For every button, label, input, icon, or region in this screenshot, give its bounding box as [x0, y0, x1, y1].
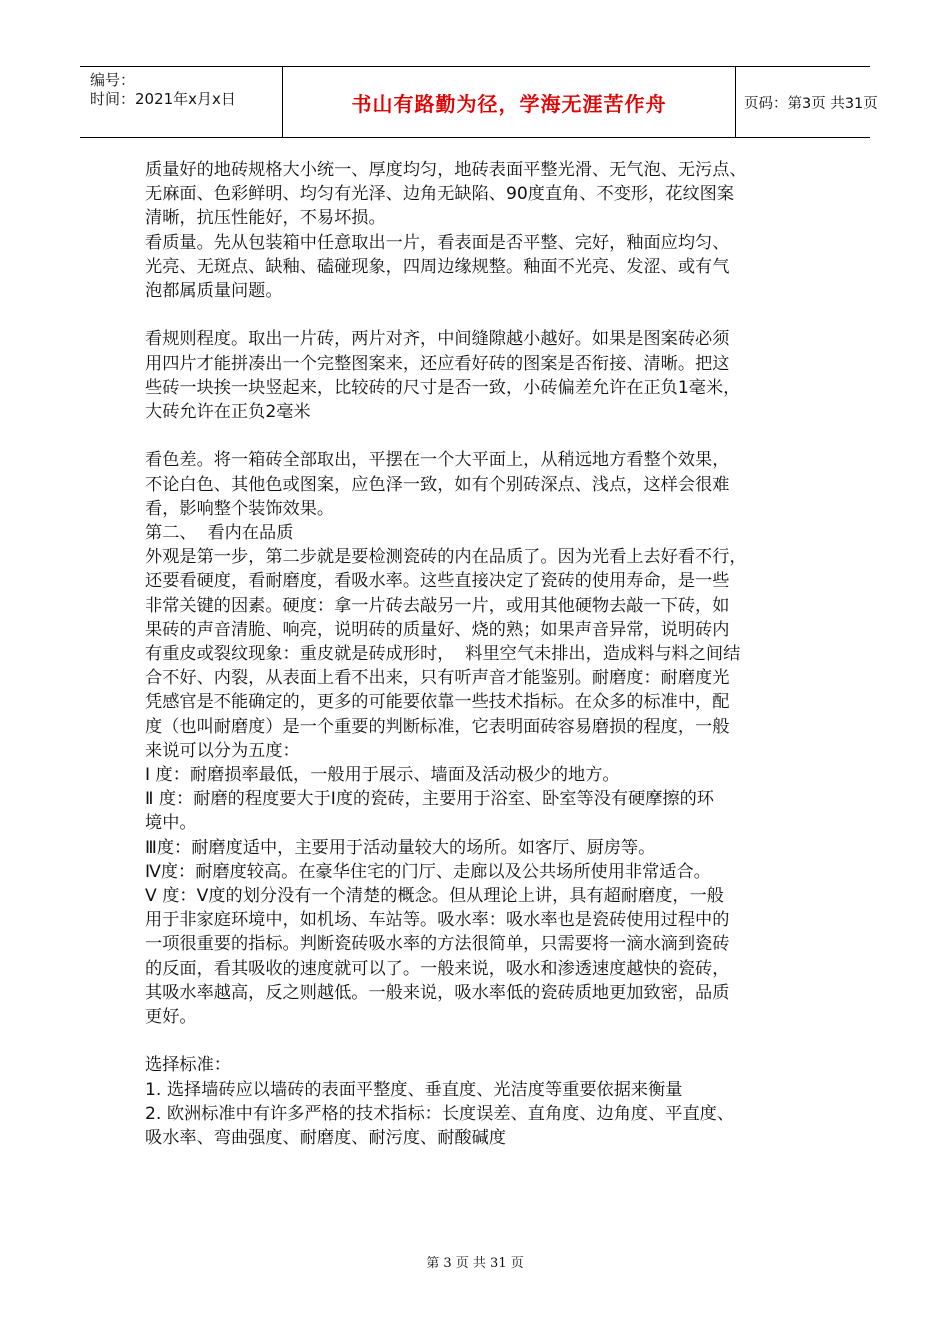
text-line: 的反面，看其吸收的速度就可以了。一般来说，吸水和渗透速度越快的瓷砖，: [145, 958, 730, 979]
text-line: 合不好、内裂，从表面上看不出来，只有听声音才能鉴别。耐磨度：耐磨度光: [145, 668, 730, 689]
text-line: 1. 选择墙砖应以墙砖的表面平整度、垂直度、光洁度等重要依据来衡量: [145, 1079, 683, 1100]
text-line: 泡都属质量问题。: [145, 281, 283, 302]
text-line: 更好。: [145, 1007, 197, 1028]
text-line: Ⅱ 度：耐磨的程度要大于Ⅰ度的瓷砖，主要用于浴室、卧室等没有硬摩擦的环: [145, 789, 714, 810]
text-line: 有重皮或裂纹现象：重皮就是砖成形时， 料里空气未排出，造成料与料之间结: [145, 644, 741, 665]
blank-line: [145, 1029, 810, 1053]
text-line: 还要看硬度，看耐磨度，看吸水率。这些直接决定了瓷砖的使用寿命，是一些: [145, 571, 730, 592]
text-line: Ⅰ 度：耐磨损率最低，一般用于展示、墙面及活动极少的地方。: [145, 765, 620, 786]
blank-line: [145, 303, 810, 327]
text-line: 一项很重要的指标。判断瓷砖吸水率的方法很简单，只需要将一滴水滴到瓷砖: [145, 934, 730, 955]
text-line: 不论白色、其他色或图案，应色泽一致，如有个别砖深点、浅点，这样会很难: [145, 474, 730, 495]
page-footer: 第 3 页 共 31 页: [426, 1256, 524, 1271]
header-page-cell: [736, 67, 878, 137]
text-line: 吸水率、弯曲强度、耐磨度、耐污度、耐酸碱度: [145, 1128, 506, 1149]
text-line: 凭感官是不能确定的，更多的可能要依靠一些技术指标。在众多的标准中，配: [145, 692, 730, 713]
blank-line: [145, 424, 810, 448]
text-line: 度（也叫耐磨度）是一个重要的判断标准，它表明面砖容易磨损的程度，一般: [145, 716, 730, 737]
text-line: 非常关键的因素。硬度：拿一片砖去敲另一片，或用其他硬物去敲一下砖，如: [145, 595, 730, 616]
text-line: 看色差。将一箱砖全部取出，平摆在一个大平面上，从稍远地方看整个效果，: [145, 450, 730, 471]
text-line: 用四片才能拼凑出一个完整图案来，还应看好砖的图案是否衔接、清晰。把这: [145, 353, 730, 374]
text-line: Ⅲ度：耐磨度适中，主要用于活动量较大的场所。如客厅、厨房等。: [145, 837, 656, 858]
text-line: 大砖允许在正负2毫米: [145, 402, 311, 423]
text-line: 果砖的声音清脆、响亮，说明砖的质量好、烧的熟；如果声音异常，说明砖内: [145, 619, 730, 640]
text-line: 清晰，抗压性能好，不易坏损。: [145, 208, 386, 229]
text-line: 看，影响整个装饰效果。: [145, 498, 335, 519]
text-line: 看规则程度。取出一片砖，两片对齐，中间缝隙越小越好。如果是图案砖必须: [145, 329, 730, 350]
header-page-number: 页码：第3页 共31页: [744, 95, 878, 112]
header-motto: 书山有路勤为径，学海无涯苦作舟: [351, 91, 667, 116]
document-body: [145, 158, 810, 1150]
text-line: 无麻面、色彩鲜明、均匀有光泽、边角无缺陷、90度直角、不变形，花纹图案: [145, 184, 735, 205]
header-motto-cell: [283, 67, 736, 137]
header-info-cell: [80, 67, 283, 137]
header-number: 编号：: [90, 71, 136, 89]
text-line: 其吸水率越高，反之则越低。一般来说，吸水率低的瓷砖质地更加致密，品质: [145, 982, 730, 1003]
text-line: 外观是第一步，第二步就是要检测瓷砖的内在品质了。因为光看上去好看不行，: [145, 547, 747, 568]
text-line: 2. 欧洲标准中有许多严格的技术指标：长度误差、直角度、边角度、平直度、: [145, 1103, 735, 1124]
text-line: 看质量。先从包装箱中任意取出一片，看表面是否平整、完好，釉面应均匀、: [145, 232, 730, 253]
text-line: 用于非家庭环境中，如机场、车站等。吸水率：吸水率也是瓷砖使用过程中的: [145, 910, 730, 931]
text-line: 境中。: [145, 813, 197, 834]
text-line: Ⅴ 度：Ⅴ度的划分没有一个清楚的概念。但从理论上讲，具有超耐磨度，一般: [145, 886, 724, 907]
header-date: 时间：2021年x月x日: [90, 90, 236, 108]
text-line: 第二、 看内在品质: [145, 523, 294, 544]
text-line: 光亮、无斑点、缺釉、磕碰现象，四周边缘规整。釉面不光亮、发涩、或有气: [145, 256, 730, 277]
text-line: Ⅳ度：耐磨度较高。在豪华住宅的门厅、走廊以及公共场所使用非常适合。: [145, 861, 711, 882]
text-line: 选择标准：: [145, 1055, 231, 1076]
text-line: 来说可以分为五度：: [145, 740, 300, 761]
text-line: 质量好的地砖规格大小统一、厚度均匀，地砖表面平整光滑、无气泡、无污点、: [145, 160, 747, 180]
text-line: 些砖一块挨一块竖起来，比较砖的尺寸是否一致，小砖偏差允许在正负1毫米，: [145, 377, 741, 398]
page-header: [80, 66, 878, 138]
